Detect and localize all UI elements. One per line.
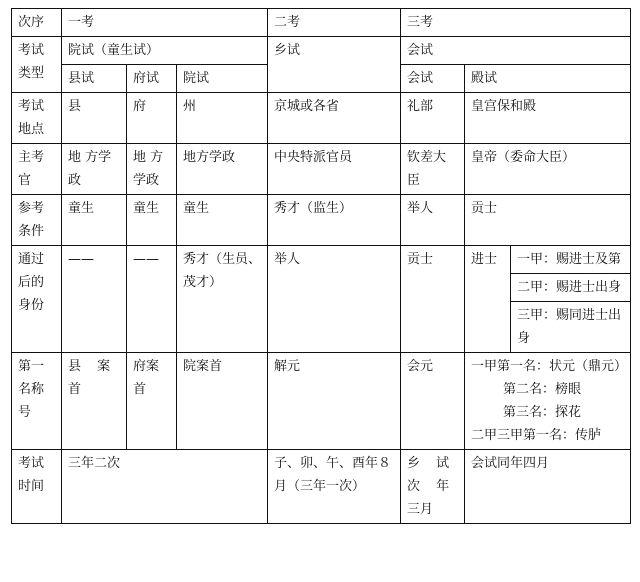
status-jinshi: 进士: [465, 246, 511, 353]
type-huishi: 会试: [401, 65, 465, 93]
status-jia1: 一甲：赐进士及第: [511, 246, 631, 274]
place-xian: 县: [62, 93, 127, 144]
first-name-dian: [465, 353, 631, 450]
imperial-exam-table: [11, 8, 631, 524]
participants-hui: 举人: [401, 195, 465, 246]
place-zhou: 州: [177, 93, 268, 144]
header-row: [12, 9, 631, 37]
first-name-xiang: 解元: [268, 353, 401, 450]
header-order: 次序: [12, 9, 62, 37]
header-first-exam: 一考: [62, 9, 268, 37]
first-name-label: 第一名称号: [12, 353, 62, 450]
header-second-exam: 二考: [268, 9, 401, 37]
first-name-dian-line-1: 一甲第一名：状元（鼎元）: [471, 359, 628, 374]
examiner-xian: 地 方学政: [62, 144, 127, 195]
participants-xiang: 秀才（监生）: [268, 195, 401, 246]
examiner-label: 主考官: [12, 144, 62, 195]
examiner-hui: 钦差大臣: [401, 144, 465, 195]
time-hui-line-1: 乡 试 次 年: [407, 456, 456, 494]
time-row: [12, 450, 631, 524]
first-name-dian-line-3: 第三名：探花: [503, 405, 582, 420]
participants-dian: 贡士: [465, 195, 631, 246]
first-name-yuan: 院案首: [177, 353, 268, 450]
time-label: 考试时间: [12, 450, 62, 524]
place-label: 考试地点: [12, 93, 62, 144]
status-xian: ——: [62, 246, 127, 353]
first-name-xian: 县 案首: [62, 353, 127, 450]
type-yuanshi: 院试: [177, 65, 268, 93]
place-libu: 礼部: [401, 93, 465, 144]
status-row: [12, 246, 631, 274]
place-capital: 京城或各省: [268, 93, 401, 144]
participants-xian: 童生: [62, 195, 127, 246]
time-first: 三年二次: [62, 450, 268, 524]
time-hui: [401, 450, 465, 524]
status-hui: 贡士: [401, 246, 465, 353]
type-yuanshi-group: 院试（童生试）: [62, 37, 268, 65]
first-name-dian-line-4: 二甲三甲第一名：传胪: [471, 428, 602, 443]
type-label: 考试类型: [12, 37, 62, 93]
place-palace: 皇宫保和殿: [465, 93, 631, 144]
type-xiangshi: 乡试: [268, 37, 401, 93]
status-label: 通过后的身份: [12, 246, 62, 353]
participants-label: 参考条件: [12, 195, 62, 246]
examiner-fu: 地 方学政: [127, 144, 177, 195]
status-fu: ——: [127, 246, 177, 353]
time-xiang: 子、卯、午、酉年８月（三年一次）: [268, 450, 401, 524]
examiner-xiang: 中央特派官员: [268, 144, 401, 195]
first-name-hui: 会元: [401, 353, 465, 450]
place-fu: 府: [127, 93, 177, 144]
type-xianshi: 县试: [62, 65, 127, 93]
examiner-dian: 皇帝（委命大臣）: [465, 144, 631, 195]
participants-fu: 童生: [127, 195, 177, 246]
participants-yuan: 童生: [177, 195, 268, 246]
status-jia2: 二甲：赐进士出身: [511, 274, 631, 302]
time-hui-line-2: 三月: [407, 502, 434, 517]
type-huishi-group: 会试: [401, 37, 631, 65]
type-fushi: 府试: [127, 65, 177, 93]
type-row: [12, 37, 631, 65]
type-dianshi: 殿试: [465, 65, 631, 93]
examiner-row: [12, 144, 631, 195]
participants-row: [12, 195, 631, 246]
first-name-fu: 府案首: [127, 353, 177, 450]
header-third-exam: 三考: [401, 9, 631, 37]
status-jia3: 三甲：赐同进士出身: [511, 302, 631, 353]
examiner-yuan: 地方学政: [177, 144, 268, 195]
first-name-dian-line-2: 第二名：榜眼: [503, 382, 582, 397]
place-row: [12, 93, 631, 144]
status-xiang: 举人: [268, 246, 401, 353]
status-yuan: 秀才（生员、茂才）: [177, 246, 268, 353]
first-name-row: [12, 353, 631, 450]
time-dian: 会试同年四月: [465, 450, 631, 524]
